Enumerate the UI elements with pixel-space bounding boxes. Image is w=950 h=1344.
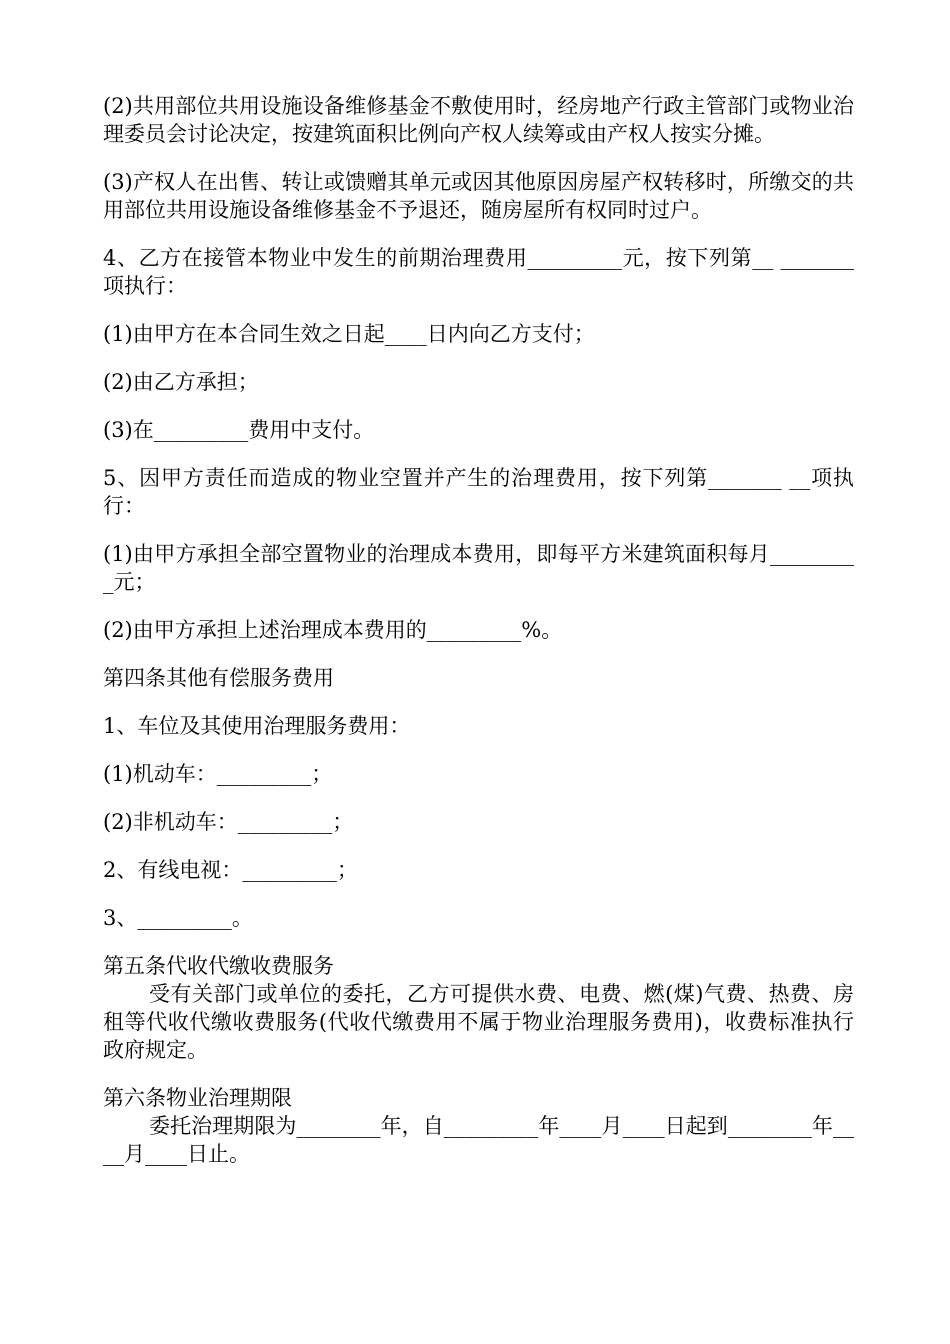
clause-fund-transfer: (3)产权人在出售、转让或馈赠其单元或因其他原因房屋产权转移时，所缴交的共用部位共用设施设备维修基金不予退还，随房屋所有权同时过户。 — [103, 170, 854, 222]
article-6-body: 委托治理期限为________年，自_________年____月____日起到________年____月____日止。 — [103, 1114, 854, 1166]
item-parking-fee: 1、车位及其使用治理服务费用： — [103, 714, 411, 738]
clause-maintenance-fund-shortfall: (2)共用部位共用设施设备维修基金不敷使用时，经房地产行政主管部门或物业治理委员会讨论决定，按建筑面积比例向产权人续筹或由产权人按实分摊。 — [103, 94, 854, 146]
option-paid-by-party-a: (1)由甲方在本合同生效之日起____日内向乙方支付； — [103, 322, 595, 346]
option-full-vacancy-cost: (1)由甲方承担全部空置物业的治理成本费用，即每平方米建筑面积每月_________元； — [103, 542, 854, 594]
option-borne-by-party-b: (2)由乙方承担； — [103, 370, 259, 394]
article-5-heading: 第五条代收代缴收费服务 — [103, 954, 334, 978]
option-partial-vacancy-cost: (2)由甲方承担上述治理成本费用的_________%。 — [103, 618, 563, 642]
clause-vacancy-fee: 5、因甲方责任而造成的物业空置并产生的治理费用，按下列第_______ __项执行： — [103, 466, 854, 518]
item-non-motor-vehicle: (2)非机动车：_________； — [103, 810, 354, 834]
option-paid-from-fee: (3)在_________费用中支付。 — [103, 418, 375, 442]
item-other: 3、_________。 — [103, 906, 253, 930]
clause-preliminary-fee: 4、乙方在接管本物业中发生的前期治理费用_________元，按下列第__ _______项执行： — [103, 246, 854, 298]
article-6-heading: 第六条物业治理期限 — [103, 1086, 292, 1110]
item-motor-vehicle: (1)机动车：_________； — [103, 762, 333, 786]
item-cable-tv: 2、有线电视：_________； — [103, 858, 358, 882]
article-4-heading: 第四条其他有偿服务费用 — [103, 666, 334, 690]
article-5-body: 受有关部门或单位的委托，乙方可提供水费、电费、燃(煤)气费、热费、房租等代收代缴收费服务(代收代缴费用不属于物业治理服务费用)，收费标准执行政府规定。 — [103, 982, 854, 1062]
